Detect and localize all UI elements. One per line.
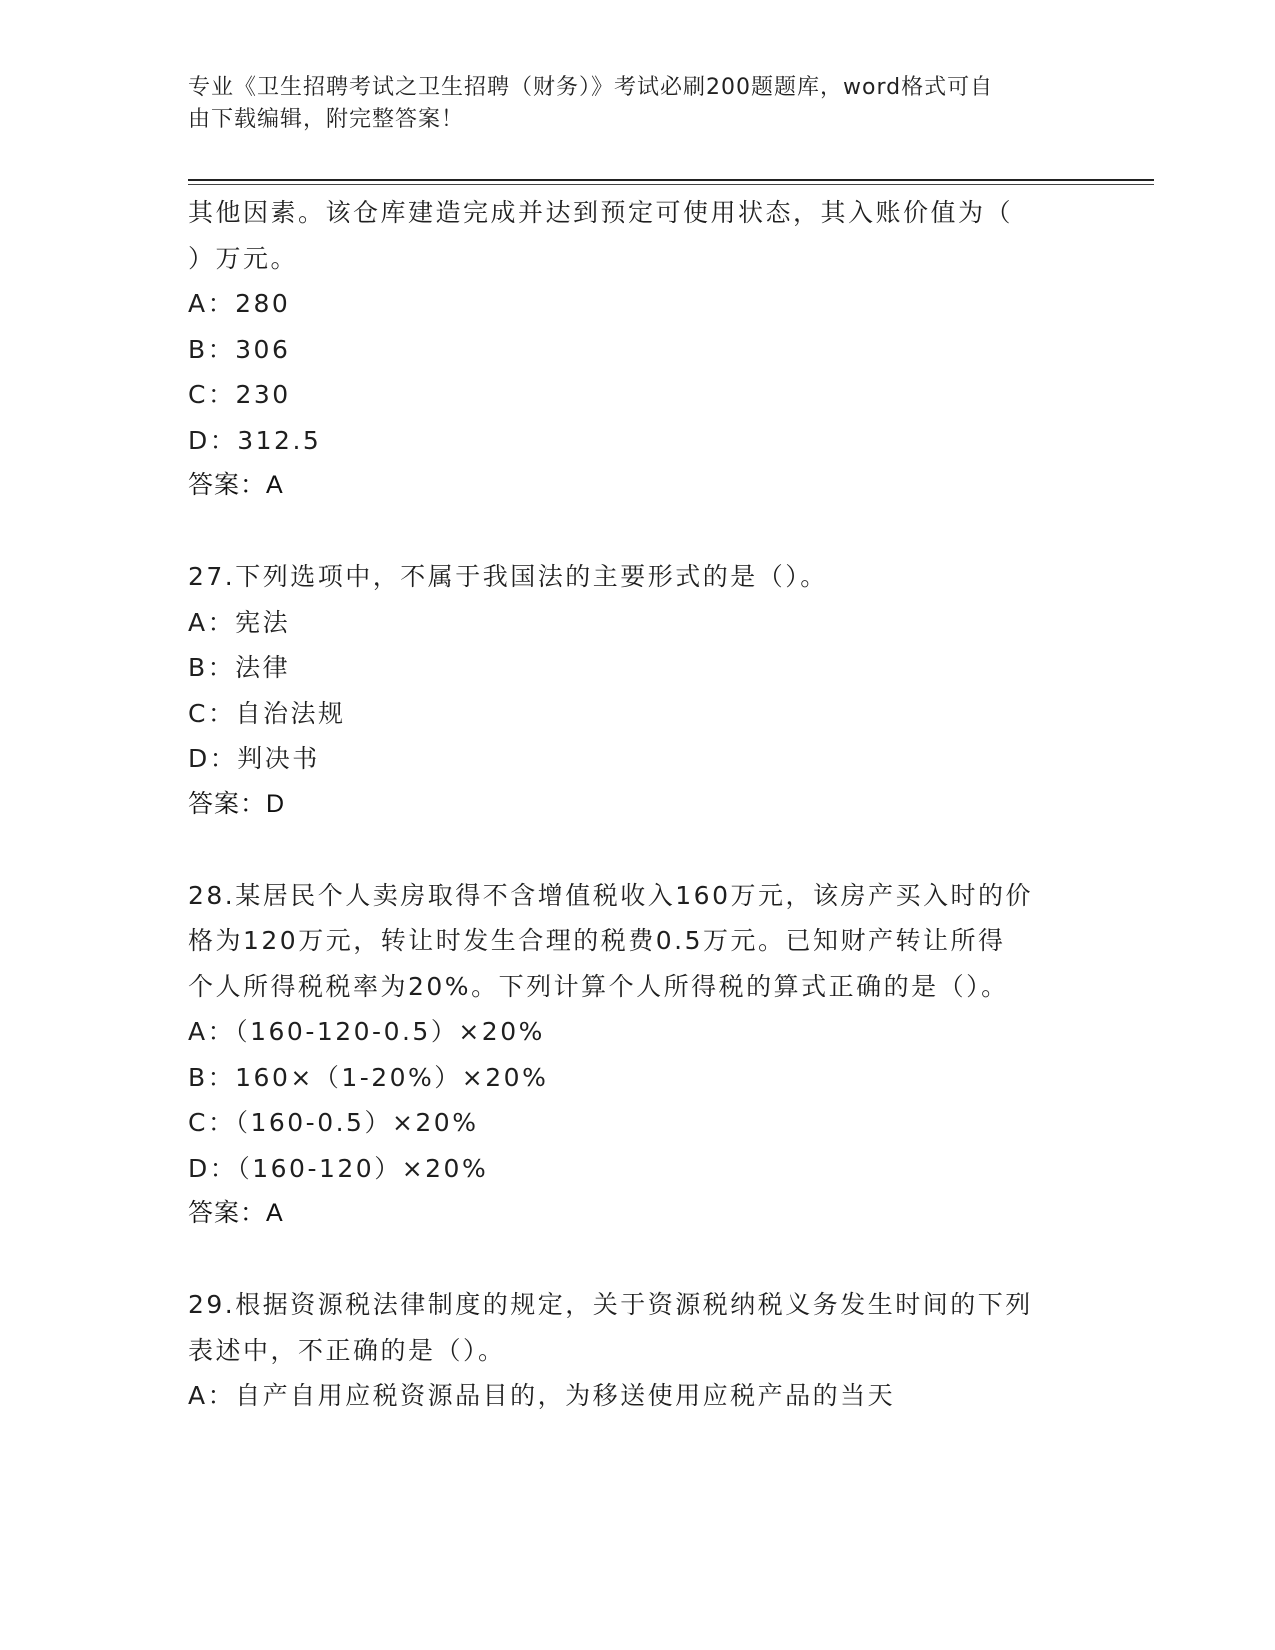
- question-stem-line: 28.某居民个人卖房取得不含增值税收入160万元，该房产买入时的价: [188, 880, 1033, 910]
- question-stem-line: ）万元。: [188, 243, 299, 273]
- page-content: [188, 190, 1068, 1419]
- option-a: A：自产自用应税资源品目的，为移送使用应税产品的当天: [188, 1381, 896, 1410]
- option-d: D：（160-120）×20%: [188, 1153, 489, 1183]
- spacer: [188, 1237, 1068, 1283]
- option-c: C：自治法规: [188, 698, 346, 728]
- option-b: B：306: [188, 334, 291, 364]
- header-rule-thin: [188, 184, 1154, 185]
- question-26: [188, 190, 1068, 509]
- question-28: [188, 873, 1068, 1237]
- option-c: C：（160-0.5）×20%: [188, 1108, 479, 1137]
- option-c: C：230: [188, 380, 291, 409]
- question-29: [188, 1282, 1068, 1419]
- question-stem-line: 格为120万元，转让时发生合理的税费0.5万元。已知财产转让所得: [188, 926, 1006, 955]
- spacer: [188, 827, 1068, 873]
- option-b: B：法律: [188, 653, 291, 682]
- document-header: [188, 72, 1068, 136]
- spacer: [188, 509, 1068, 555]
- header-line-1: 专业《卫生招聘考试之卫生招聘（财务）》考试必刷200题题库，word格式可自: [188, 75, 994, 100]
- option-b: B：160×（1-20%）×20%: [188, 1062, 549, 1092]
- option-a: A：宪法: [188, 607, 291, 637]
- option-a: A：280: [188, 289, 291, 318]
- question-stem-line: 个人所得税税率为20%。下列计算个人所得税的算式正确的是（）。: [188, 971, 1009, 1001]
- question-stem-line: 29.根据资源税法律制度的规定，关于资源税纳税义务发生时间的下列: [188, 1290, 1033, 1319]
- header-rule-thick: [188, 179, 1154, 181]
- question-27: [188, 554, 1068, 827]
- option-d: D：判决书: [188, 744, 320, 773]
- option-a: A：（160-120-0.5）×20%: [188, 1017, 545, 1046]
- answer-line: 答案：D: [188, 789, 286, 818]
- answer-line: 答案：A: [188, 1199, 284, 1227]
- answer-line: 答案：A: [188, 471, 284, 499]
- question-stem-line: 其他因素。该仓库建造完成并达到预定可使用状态，其入账价值为（: [188, 198, 1014, 227]
- option-d: D：312.5: [188, 425, 322, 455]
- question-stem-line: 27.下列选项中，不属于我国法的主要形式的是（）。: [188, 562, 828, 591]
- header-line-2: 由下载编辑，附完整答案！: [188, 107, 465, 132]
- question-stem-line: 表述中，不正确的是（）。: [188, 1335, 506, 1365]
